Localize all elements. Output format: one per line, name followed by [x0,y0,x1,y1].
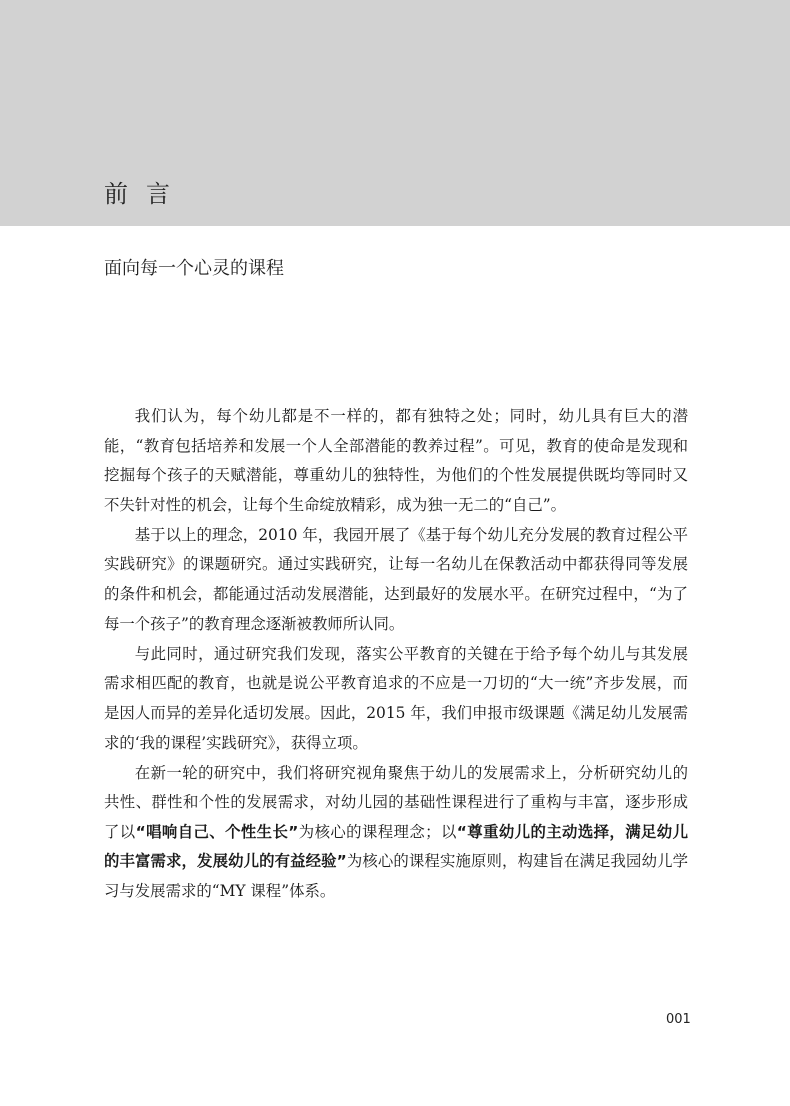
paragraph-4-emphasis-principle: “尊重幼儿的主动选择，满足幼儿的丰富需求，发展幼儿的有益经验” [104,822,688,871]
paragraph-4-text-a: 在新一轮的研究中，我们将研究视角聚焦于幼儿的发展需求上，分析研究幼儿的共性、群性和个性的发展需求，对幼儿园的基础性课程进行了重构与丰富，逐步形成了以 [104,763,688,841]
paragraph-4-emphasis-concept: “唱响自己、个性生长” [135,822,299,841]
paragraph-2: 基于以上的理念，2010 年，我园开展了《基于每个幼儿充分发展的教育过程公平实践研究》的课题研究。通过实践研究，让每一名幼儿在保教活动中都获得同等发展的条件和机会，都能通过活动发展潜能，达到最好的发展水平。在研究过程中，“为了每一个孩子”的教育理念逐渐被教师所认同。 [104,525,688,633]
paragraph-4 [104,759,688,907]
paragraph-4-text-b: 为核心的课程理念；以 [298,822,457,841]
body-text [104,402,688,907]
page-number: 001 [666,1012,691,1027]
paragraph-3: 与此同时，通过研究我们发现，落实公平教育的关键在于给予每个幼儿与其发展需求相匹配的教育，也就是说公平教育追求的不应是一刀切的“大一统”齐步发展，而是因人而异的差异化适切发展。因此，2015 年，我们申报市级课题《满足幼儿发展需求的‘我的课程’实践研究》，获得立项。 [104,644,688,752]
chapter-subtitle: 面向每一个心灵的课程 [104,258,284,279]
chapter-title: 前言 [104,180,188,208]
paragraph-4-text-c: 为核心的课程实施原则，构建旨在满足我园幼儿学习与发展需求的“MY 课程”体系。 [104,852,688,900]
paragraph-1: 我们认为，每个幼儿都是不一样的，都有独特之处；同时，幼儿具有巨大的潜能，“教育包括培养和发展一个人全部潜能的教养过程”。可见，教育的使命是发现和挖掘每个孩子的天赋潜能，尊重幼儿的独特性，为他们的个性发展提供既均等同时又不失针对性的机会，让每个生命绽放精彩，成为独一无二的“自己”。 [104,407,688,514]
